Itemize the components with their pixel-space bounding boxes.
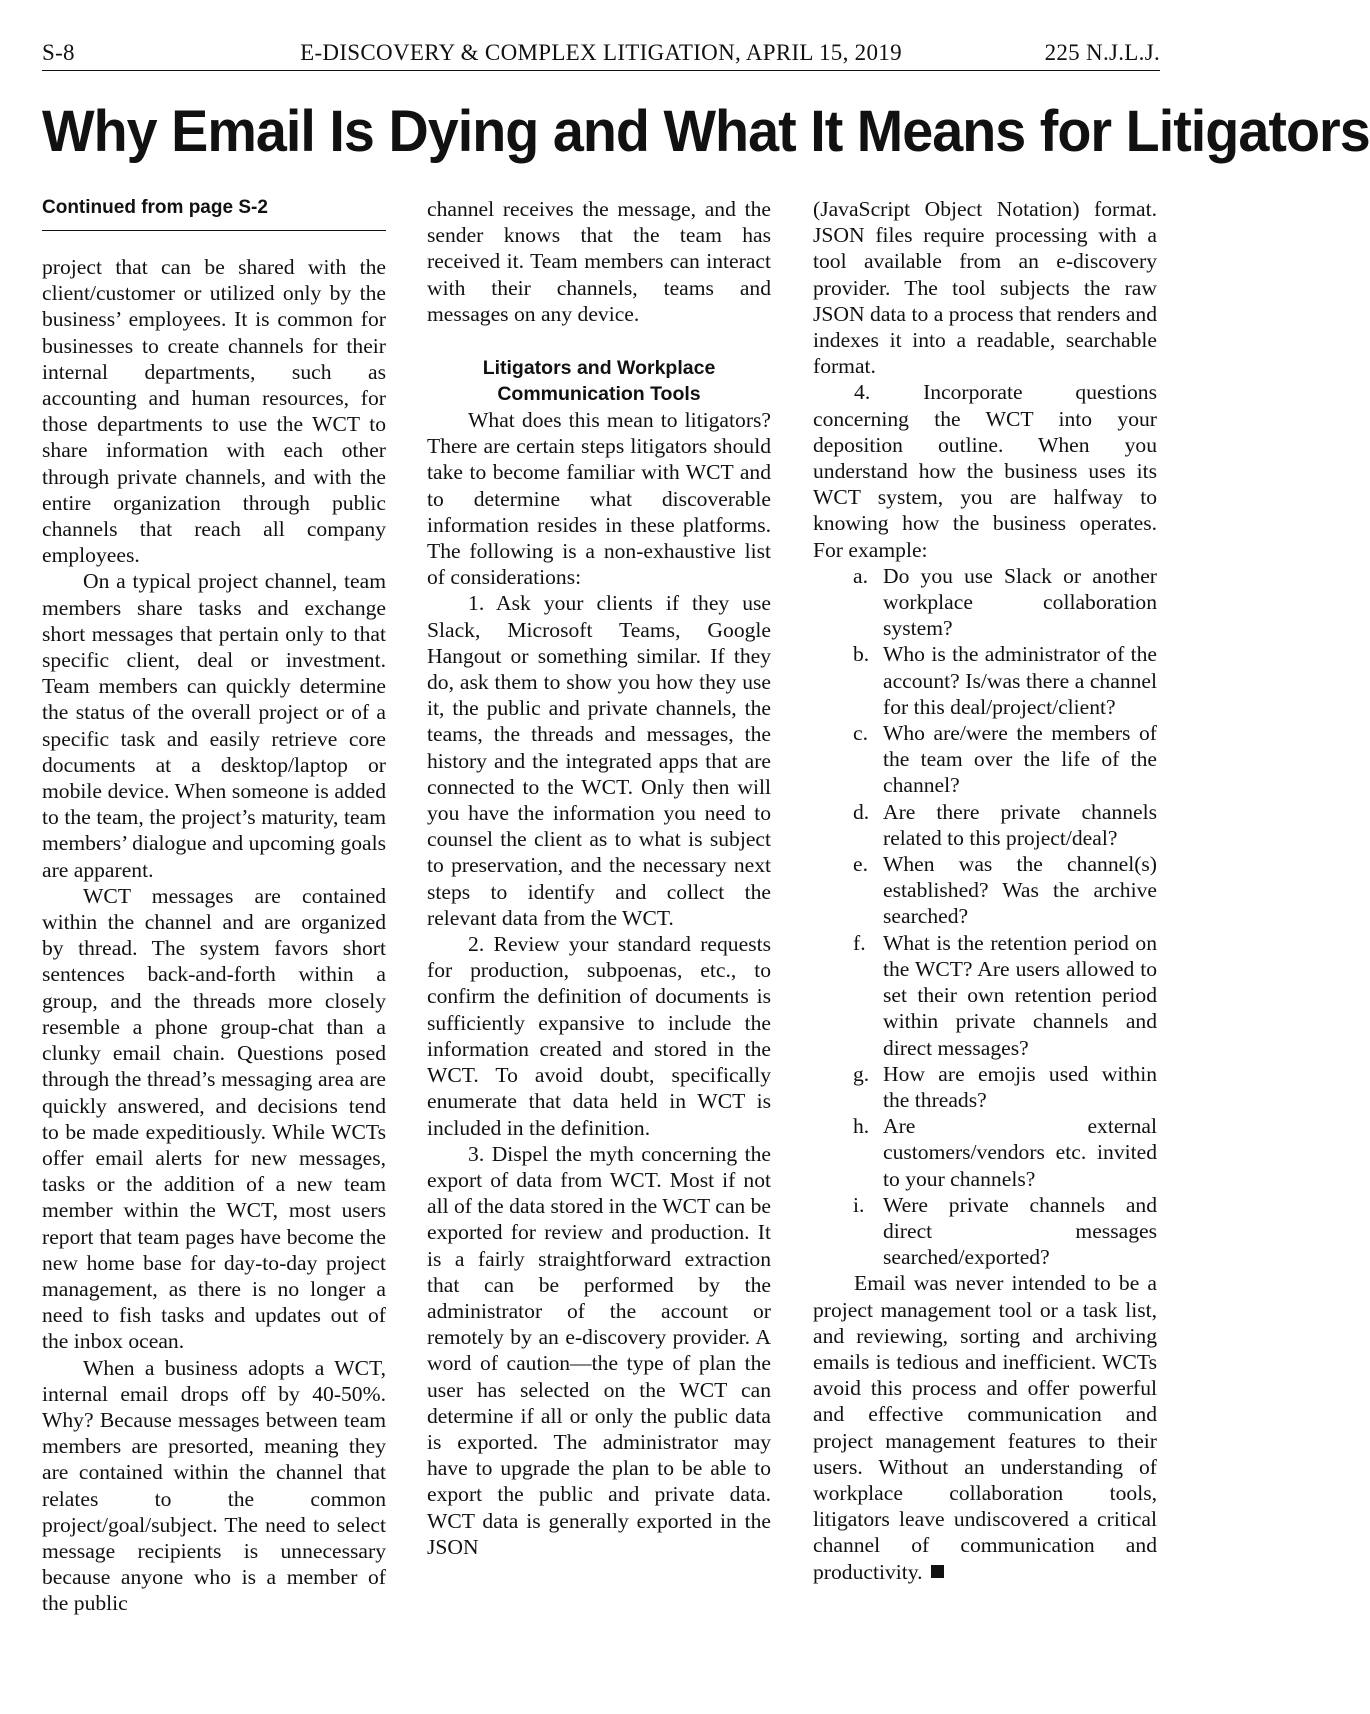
article-headline: Why Email Is Dying and What It Means for Litigators [42, 99, 1370, 164]
question-item [813, 851, 1157, 930]
running-head [42, 38, 1160, 71]
question-letter: f. [853, 930, 866, 955]
question-item [813, 930, 1157, 1061]
question-letter: h. [853, 1114, 870, 1139]
question-item [813, 1192, 1157, 1271]
paragraph: On a typical project channel, team members share tasks and exchange short messages that pertain only to that specific client, deal or investment. Team members can quickly determine the status of the overall project or of a specific task and easily retrieve core documents at a desktop/laptop or mobile device. When someone is added to the team, the project’s maturity, team members’ dialogue and upcoming goals are apparent. [42, 569, 386, 882]
question-text: Were private channels and direct messages searched/exported? [883, 1192, 1157, 1270]
question-item [813, 1113, 1157, 1192]
question-letter: b. [853, 642, 870, 667]
paragraph: (JavaScript Object Notation) format. JSON files require processing with a tool available from an e-discovery provider. The tool subjects the raw JSON data to a process that renders and indexes it into a readable, searchable format. [813, 197, 1157, 379]
column-1 [42, 196, 386, 1617]
subhead-line: Communication Tools [497, 383, 701, 406]
continued-from-kicker: Continued from page S-2 [42, 196, 386, 231]
question-text: How are emojis used within the threads? [883, 1061, 1157, 1112]
question-item [813, 641, 1157, 720]
closing-text: Email was never intended to be a project management tool or a task list, and reviewing, sorting and archiving emails is tedious and inefficient. WCTs avoid this process and offer powerful and effective communication and project management features to their users. Without an understanding of workplace collaboration tools, litigators leave undiscovered a critical channel of communication and productivity. [813, 1271, 1157, 1584]
paragraph: project that can be shared with the client/customer or utilized only by the business’ employees. It is common for businesses to create channels for their internal departments, such as accounting and human resources, for those departments to use the WCT to share information with each other through private channels, and with the entire organization through public channels that reach all company employees. [42, 255, 386, 568]
question-text: Who is the administrator of the account? Is/was there a channel for this deal/project/client? [883, 642, 1157, 719]
question-text: Do you use Slack or another workplace collaboration system? [883, 563, 1157, 641]
question-letter: a. [853, 563, 868, 588]
question-text: When was the channel(s) established? Was the archive searched? [883, 852, 1157, 929]
closing-paragraph [813, 1270, 1157, 1584]
list-item-3: 3. Dispel the myth concerning the export of data from WCT. Most if not all of the data stored in the WCT can be exported for review and production. It is a fairly straightforward extraction that can be performed by the administrator of the account or remotely by an e-discovery provider. A word of caution—the type of plan the user has selected on the WCT can determine if all or only the public data is exported. The administrator may have to upgrade the plan to be able to export the public and private data. WCT data is generally exported in the JSON [427, 1141, 771, 1559]
volume-citation: 225 N.J.L.J. [1044, 40, 1160, 65]
section-title: E-DISCOVERY & COMPLEX LITIGATION, APRIL 15, 2019 [300, 40, 902, 65]
paragraph: channel receives the message, and the sender knows that the team has received it. Team members can interact with their channels, teams and messages on any device. [427, 197, 771, 326]
question-item [813, 720, 1157, 799]
question-text: What is the retention period on the WCT? Are users allowed to set their own retention period within private channels and direct messages? [883, 930, 1157, 1060]
subhead-line: Litigators and Workplace [482, 357, 716, 380]
section-subhead [427, 355, 771, 407]
question-text: Who are/were the members of the team over the life of the channel? [883, 721, 1157, 798]
paragraph: When a business adopts a WCT, internal email drops off by 40-50%. Why? Because messages between team members are presorted, meaning they are contained within the channel that relates to the common project/goal/subject. The need to select message recipients is unnecessary because anyone who is a member of the public [42, 1355, 386, 1616]
paragraph: What does this mean to litigators? There are certain steps litigators should take to become familiar with WCT and to determine what discoverable information resides in these platforms. The following is a non-exhaustive list of considerations: [427, 408, 771, 590]
list-item-4: 4. Incorporate questions concerning the WCT into your deposition outline. When you understand how the business uses its WCT system, you are halfway to knowing how the business operates. For example: [813, 380, 1157, 562]
list-item-1: 1. Ask your clients if they use Slack, Microsoft Teams, Google Hangout or something similar. If they do, ask them to show you how they use it, the public and private channels, the teams, the threads and messages, the history and the integrated apps that are connected to the WCT. Only then will you have the information you need to counsel the client as to what is subject to preservation, and the necessary next steps to identify and collect the relevant data from the WCT. [427, 591, 771, 930]
question-item [813, 563, 1157, 642]
column-2 [427, 196, 771, 1560]
paragraph: WCT messages are contained within the channel and are organized by thread. The system favors short sentences back-and-forth within a group, and the threads more closely resemble a phone group-chat than a clunky email chain. Questions posed through the thread’s messaging area are quickly answered, and decisions tend to be made expeditiously. While WCTs offer email alerts for new messages, tasks or the addition of a new team member within the WCT, most users report that team pages have become the new home base for day-to-day project management, as there is no longer a need to fish tasks and updates out of the inbox ocean. [42, 883, 386, 1354]
end-of-article-mark [931, 1565, 944, 1578]
question-text: Are external customers/vendors etc. invited to your channels? [883, 1114, 1157, 1191]
column-3 [813, 196, 1157, 1585]
question-text: Are there private channels related to this project/deal? [883, 799, 1157, 850]
list-item-2: 2. Review your standard requests for production, subpoenas, etc., to confirm the definition of documents is sufficiently expansive to include the information created and stored in the WCT. To avoid doubt, specifically enumerate that data held in WCT is included in the definition. [427, 932, 771, 1140]
question-item [813, 1061, 1157, 1113]
question-letter: c. [853, 721, 868, 746]
question-letter: i. [853, 1192, 865, 1217]
question-letter: d. [853, 799, 870, 824]
question-item [813, 799, 1157, 851]
deposition-questions [813, 563, 1157, 1270]
question-letter: g. [853, 1061, 870, 1086]
question-letter: e. [853, 852, 868, 877]
page-number: S-8 [42, 40, 75, 65]
